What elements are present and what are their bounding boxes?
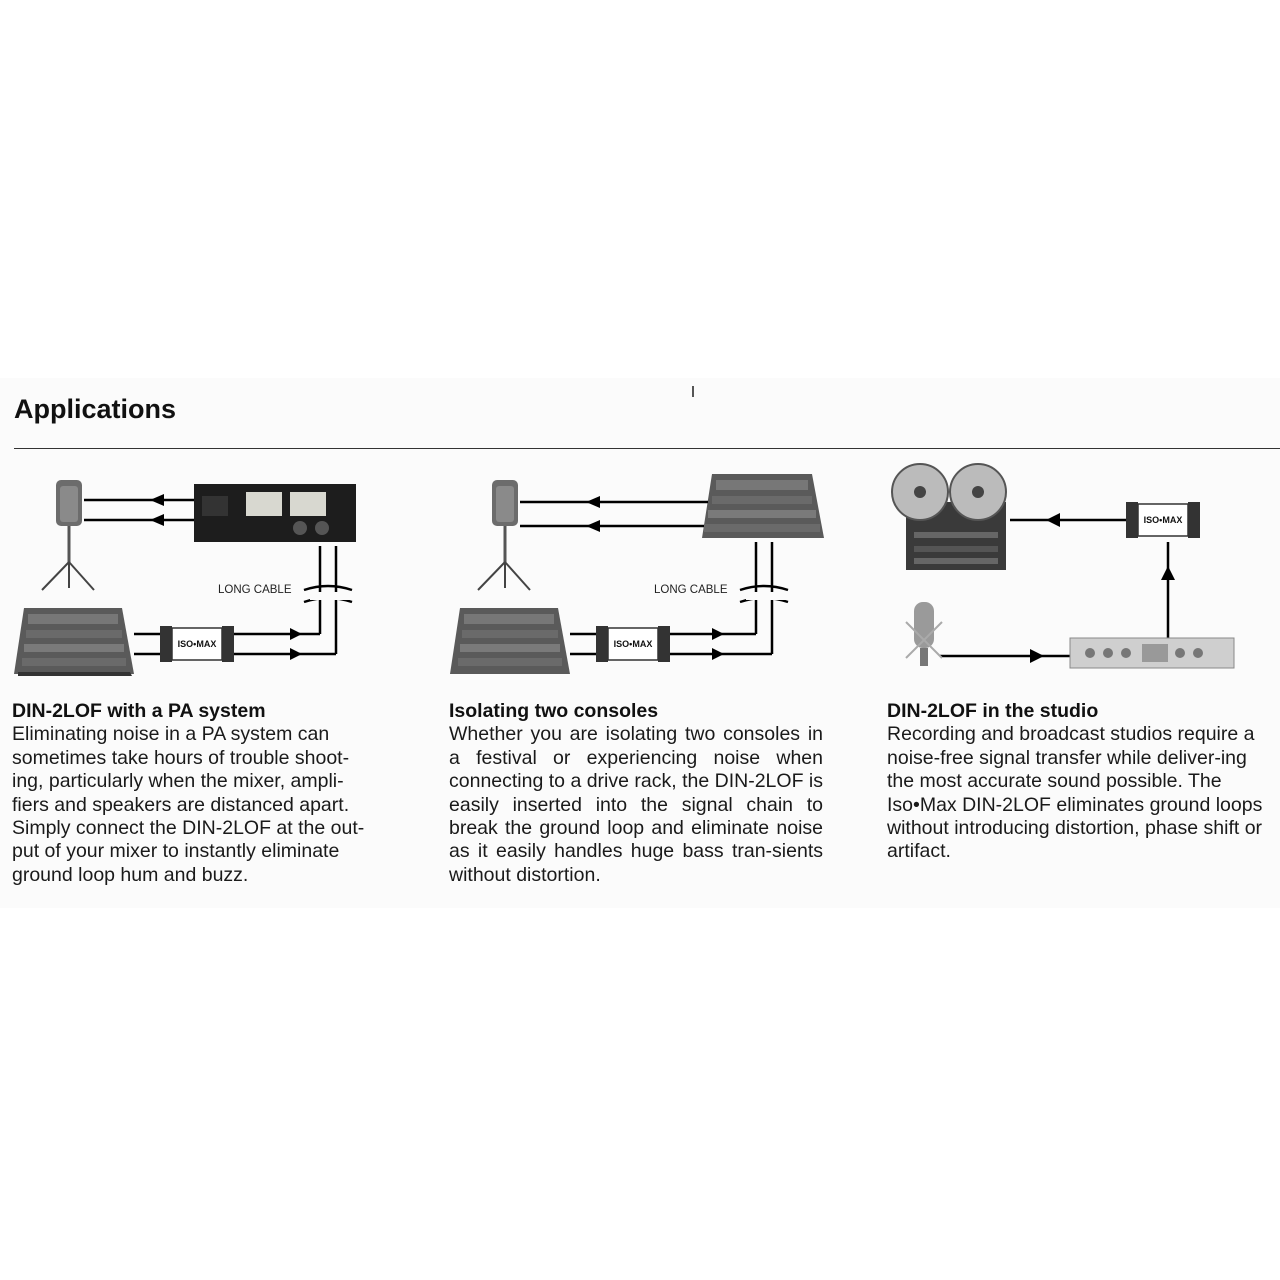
cable-label: LONG CABLE [218, 584, 292, 596]
panel-heading: Isolating two consoles [449, 700, 659, 722]
isomax-device [1126, 502, 1200, 538]
two-consoles-diagram [446, 462, 846, 690]
panel-body: Recording and broadcast studios require a noise-free signal transfer while deliver-ing the most accurate sound possible. The Iso•Max DIN-2LOF eliminates ground loops without introducing distortion, phase shift or artifact. [887, 723, 1263, 863]
cable-label: LONG CABLE [654, 584, 728, 596]
panel-studio [887, 700, 1267, 864]
speaker-icon [478, 480, 530, 590]
panel-heading: DIN-2LOF with a PA system [12, 700, 266, 722]
panel-two-consoles [449, 700, 823, 887]
panel-pa-system [12, 700, 377, 887]
isomax-label: ISO•MAX [177, 639, 217, 649]
mixer-icon [450, 608, 570, 674]
isomax-device [134, 626, 234, 662]
amplifier-icon [194, 484, 356, 542]
panel-body: Whether you are isolating two consoles in a festival or experiencing noise when connecting to a drive rack, the DIN-2LOF is easily inserted into the signal chain to break the ground loop and eliminate noise as it easily handles huge bass tran-sients without distortion. [449, 723, 823, 886]
section-rule [14, 448, 1280, 449]
panel-body: Eliminating noise in a PA system can sometimes take hours of trouble shoot-ing, particularly when the mixer, ampli-fiers and speakers are distanced apart. Simply connect the DIN-2LOF at the out-put of your mixer to instantly eliminate ground loop hum and buzz. [12, 723, 365, 886]
preamp-icon [1070, 638, 1234, 668]
tape-recorder-icon [892, 464, 1006, 570]
pa-system-diagram [10, 462, 410, 690]
mixer-icon [14, 608, 134, 676]
panel-heading: DIN-2LOF in the studio [887, 700, 1099, 722]
section-title: Applications [14, 394, 177, 424]
divider-tick [692, 386, 694, 397]
isomax-label: ISO•MAX [1143, 515, 1183, 525]
isomax-label: ISO•MAX [613, 639, 653, 649]
isomax-device [570, 626, 670, 662]
studio-diagram [880, 462, 1280, 690]
speaker-icon [42, 480, 94, 590]
microphone-icon [906, 602, 942, 666]
console-icon [702, 474, 824, 538]
